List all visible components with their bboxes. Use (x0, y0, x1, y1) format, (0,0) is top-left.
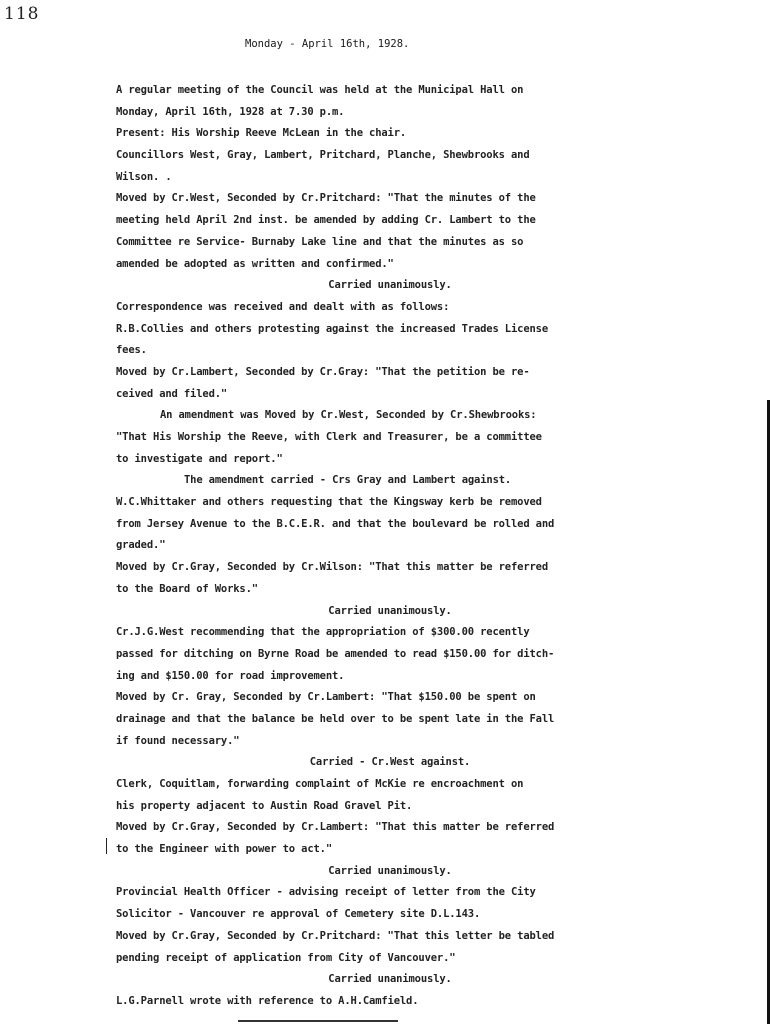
minutes-line: Wilson. . (116, 170, 172, 183)
minutes-line: Moved by Cr.Gray, Seconded by Cr.Lambert: "That this matter be referred (116, 821, 555, 834)
minutes-line: Moved by Cr.West, Seconded by Cr.Pritchard: "That the minutes of the (116, 192, 536, 205)
minutes-line: to the Engineer with power to act." (116, 843, 333, 856)
minutes-line: passed for ditching on Byrne Road be amended to read $150.00 for ditch- (116, 647, 555, 660)
motion-result: Carried unanimously. (328, 864, 452, 877)
minutes-line: W.C.Whittaker and others requesting that the Kingsway kerb be removed (116, 496, 542, 509)
motion-result: Carried unanimously. (328, 973, 452, 986)
margin-mark (106, 838, 107, 854)
minutes-line: pending receipt of application from City of Vancouver." (116, 951, 456, 964)
minutes-line: to investigate and report." (116, 452, 283, 465)
minutes-line: Correspondence was received and dealt with as follows: (116, 300, 450, 313)
minutes-line: Cr.J.G.West recommending that the appropriation of $300.00 recently (116, 626, 530, 639)
minutes-line: ing and $150.00 for road improvement. (116, 669, 345, 682)
minutes-line: Monday, April 16th, 1928 at 7.30 p.m. (116, 105, 345, 118)
page-title: Monday - April 16th, 1928. (245, 38, 410, 50)
minutes-line: Provincial Health Officer - advising receipt of letter from the City (116, 886, 536, 899)
minutes-body (116, 80, 664, 1013)
minutes-line: Moved by Cr.Gray, Seconded by Cr.Pritchard: "That this letter be tabled (116, 929, 555, 942)
minutes-line: R.B.Collies and others protesting against the increased Trades License (116, 322, 549, 335)
minutes-line: Moved by Cr.Lambert, Seconded by Cr.Gray: "That the petition be re- (116, 365, 530, 378)
minutes-line: Solicitor - Vancouver re approval of Cemetery site D.L.143. (116, 908, 481, 921)
minutes-line: amended be adopted as written and confirmed." (116, 257, 394, 270)
minutes-line: fees. (116, 344, 147, 357)
minutes-line: ceived and filed." (116, 387, 228, 400)
minutes-line: meeting held April 2nd inst. be amended by adding Cr. Lambert to the (116, 214, 536, 227)
bottom-rule (238, 1020, 398, 1022)
minutes-line: to the Board of Works." (116, 582, 258, 595)
minutes-line: Present: His Worship Reeve McLean in the chair. (116, 127, 407, 140)
minutes-line: Moved by Cr. Gray, Seconded by Cr.Lambert: "That $150.00 be spent on (116, 691, 536, 704)
minutes-line: Councillors West, Gray, Lambert, Pritchard, Planche, Shewbrooks and (116, 149, 530, 162)
minutes-line: if found necessary." (116, 734, 240, 747)
motion-result: Carried unanimously. (328, 279, 452, 292)
minutes-line: A regular meeting of the Council was held at the Municipal Hall on (116, 84, 524, 96)
minutes-line: from Jersey Avenue to the B.C.E.R. and that the boulevard be rolled and (116, 517, 555, 530)
minutes-line: An amendment was Moved by Cr.West, Seconded by Cr.Shewbrooks: (160, 409, 537, 422)
minutes-line: L.G.Parnell wrote with reference to A.H.Camfield. (116, 994, 419, 1007)
minutes-line: Clerk, Coquitlam, forwarding complaint of McKie re encroachment on (116, 778, 524, 790)
minutes-line: Committee re Service- Burnaby Lake line and that the minutes as so (116, 235, 524, 248)
page-number: 118 (4, 4, 40, 24)
minutes-line: his property adjacent to Austin Road Gravel Pit. (116, 799, 413, 812)
motion-result: Carried - Cr.West against. (309, 756, 471, 769)
minutes-line: Moved by Cr.Gray, Seconded by Cr.Wilson: "That this matter be referred (116, 561, 549, 574)
motion-result: Carried unanimously. (328, 604, 452, 617)
minutes-line: "That His Worship the Reeve, with Clerk and Treasurer, be a committee (116, 431, 542, 443)
minutes-line: The amendment carried - Crs Gray and Lambert against. (184, 474, 512, 487)
minutes-line: graded." (116, 539, 166, 552)
minutes-line: drainage and that the balance be held over to be spent late in the Fall (116, 712, 555, 725)
